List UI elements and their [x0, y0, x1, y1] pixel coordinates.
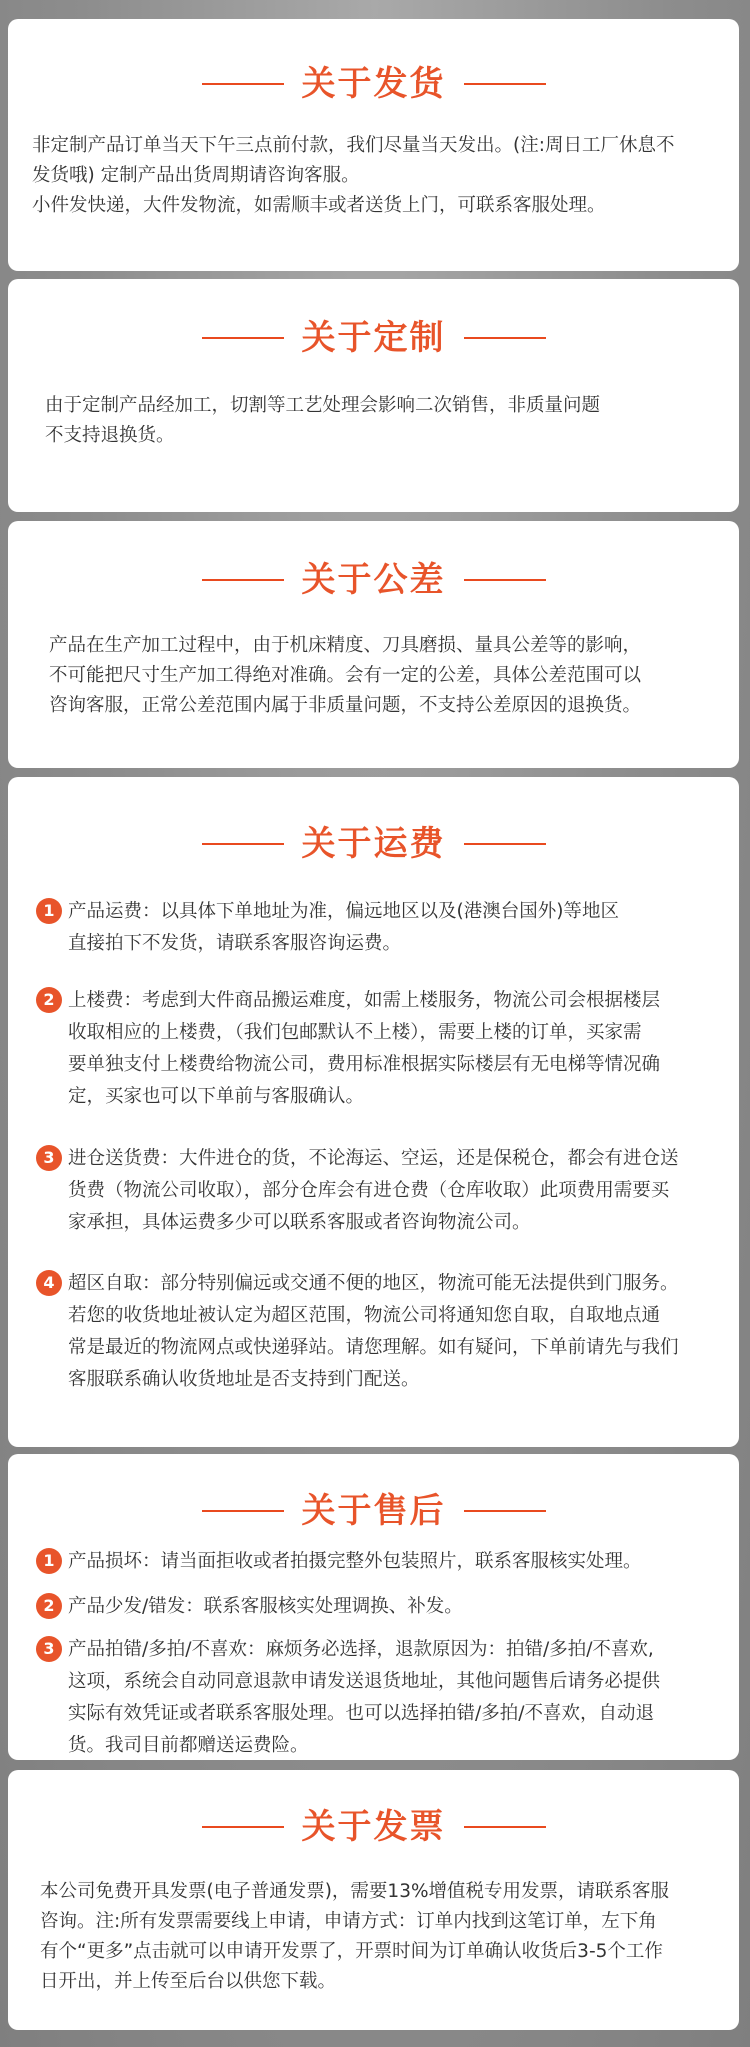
shipping-line: 发货哦) 定制产品出货周期请咨询客服。 [32, 165, 360, 186]
freight-item-line: 进仓送货费：大件进仓的货，不论海运、空运，还是保税仓，都会有进仓送 [68, 1148, 679, 1169]
tolerance-title-text: 关于公差 [301, 560, 446, 600]
item-number-badge: 1 [36, 1548, 62, 1574]
freight-item [36, 1268, 717, 1396]
freight-item-line: 直接拍下不发货，请联系客服咨询运费。 [68, 933, 402, 954]
title-divider-right [464, 1826, 546, 1828]
shipping-line: 非定制产品订单当天下午三点前付款，我们尽量当天发出。(注:周日工厂休息不 [32, 135, 675, 156]
custom-line: 由于定制产品经加工，切割等工艺处理会影响二次销售，非质量问题 [45, 395, 601, 416]
tolerance-text [49, 631, 641, 721]
freight-item-line: 若您的收货地址被认定为超区范围，物流公司将通知您自取，自取地点通 [68, 1305, 661, 1326]
custom-card [8, 279, 739, 512]
invoice-line: 有个“更多”点击就可以申请开发票了，开票时间为订单确认收货后3-5个工作 [40, 1941, 663, 1962]
aftersale-title [8, 1491, 739, 1531]
title-divider-right [464, 337, 546, 339]
item-number-badge: 4 [36, 1270, 62, 1296]
shipping-line: 小件发快递，大件发物流，如需顺丰或者送货上门，可联系客服处理。 [32, 195, 606, 216]
freight-item-line: 货费（物流公司收取），部分仓库会有进仓费（仓库收取）此项费用需要买 [68, 1180, 670, 1201]
tolerance-line: 产品在生产加工过程中，由于机床精度、刀具磨损、量具公差等的影响， [49, 635, 642, 656]
shipping-title [8, 64, 739, 104]
invoice-title [8, 1807, 739, 1847]
title-divider-left [202, 579, 284, 581]
invoice-card [8, 1770, 739, 2030]
freight-item-line: 超区自取：部分特别偏远或交通不便的地区，物流可能无法提供到门服务。 [68, 1273, 679, 1294]
invoice-text [40, 1877, 669, 1997]
freight-item-line: 要单独支付上楼费给物流公司，费用标准根据实际楼层有无电梯等情况确 [68, 1054, 661, 1075]
tolerance-title [8, 560, 739, 600]
title-divider-right [464, 843, 546, 845]
custom-line: 不支持退换货。 [45, 425, 175, 446]
aftersale-item-line: 产品拍错/多拍/不喜欢：麻烦务必选择，退款原因为：拍错/多拍/不喜欢, [68, 1639, 654, 1660]
item-number-badge: 3 [36, 1636, 62, 1662]
title-divider-left [202, 843, 284, 845]
invoice-line: 咨询。注:所有发票需要线上申请，申请方式：订单内找到这笔订单，左下角 [40, 1911, 657, 1932]
tolerance-line: 不可能把尺寸生产加工得绝对准确。会有一定的公差，具体公差范围可以 [49, 665, 642, 686]
freight-title-text: 关于运费 [301, 824, 446, 864]
aftersale-item-line: 产品少发/错发：联系客服核实处理调换、补发。 [68, 1596, 463, 1617]
item-number-badge: 1 [36, 898, 62, 924]
freight-item [36, 985, 717, 1113]
title-divider-right [464, 579, 546, 581]
tolerance-line: 咨询客服，正常公差范围内属于非质量问题，不支持公差原因的退换货。 [49, 695, 642, 716]
item-number-badge: 3 [36, 1145, 62, 1171]
invoice-line: 本公司免费开具发票(电子普通发票)，需要13%增值税专用发票，请联系客服 [40, 1881, 670, 1902]
freight-item [36, 896, 717, 960]
aftersale-title-text: 关于售后 [301, 1491, 446, 1531]
tolerance-card [8, 521, 739, 768]
invoice-line: 日开出，并上传至后台以供您下载。 [40, 1971, 337, 1992]
aftersale-item-line: 实际有效凭证或者联系客服处理。也可以选择拍错/多拍/不喜欢，自动退 [68, 1703, 654, 1724]
aftersale-item-line: 这项，系统会自动同意退款申请发送退货地址，其他问题售后请务必提供 [68, 1671, 661, 1692]
shipping-text [32, 131, 674, 221]
freight-item-line: 家承担，具体运费多少可以联系客服或者咨询物流公司。 [68, 1212, 531, 1233]
aftersale-item [36, 1634, 717, 1762]
aftersale-card [8, 1454, 739, 1760]
freight-card [8, 777, 739, 1447]
custom-text [45, 391, 600, 451]
shipping-card [8, 19, 739, 271]
title-divider-right [464, 1510, 546, 1512]
item-number-badge: 2 [36, 1593, 62, 1619]
title-divider-left [202, 1510, 284, 1512]
freight-item-line: 收取相应的上楼费，（我们包邮默认不上楼），需要上楼的订单，买家需 [68, 1022, 642, 1043]
title-divider-left [202, 83, 284, 85]
freight-title [8, 824, 739, 864]
aftersale-item [36, 1546, 717, 1578]
freight-item-line: 产品运费：以具体下单地址为准，偏远地区以及(港澳台国外)等地区 [68, 901, 619, 922]
title-divider-right [464, 83, 546, 85]
aftersale-item [36, 1591, 717, 1623]
aftersale-item-line: 货。我司目前都赠送运费险。 [68, 1735, 309, 1756]
freight-item-line: 定，买家也可以下单前与客服确认。 [68, 1086, 365, 1107]
item-number-badge: 2 [36, 987, 62, 1013]
freight-item-line: 上楼费：考虑到大件商品搬运难度，如需上楼服务，物流公司会根据楼层 [68, 990, 661, 1011]
freight-item-line: 常是最近的物流网点或快递驿站。请您理解。如有疑问，下单前请先与我们 [68, 1337, 679, 1358]
invoice-title-text: 关于发票 [301, 1807, 446, 1847]
shipping-title-text: 关于发货 [301, 64, 446, 104]
aftersale-item-line: 产品损坏：请当面拒收或者拍摄完整外包装照片，联系客服核实处理。 [68, 1551, 642, 1572]
freight-item-line: 客服联系确认收货地址是否支持到门配送。 [68, 1369, 420, 1390]
title-divider-left [202, 1826, 284, 1828]
custom-title [8, 318, 739, 358]
freight-item [36, 1143, 717, 1239]
title-divider-left [202, 337, 284, 339]
custom-title-text: 关于定制 [301, 318, 446, 358]
